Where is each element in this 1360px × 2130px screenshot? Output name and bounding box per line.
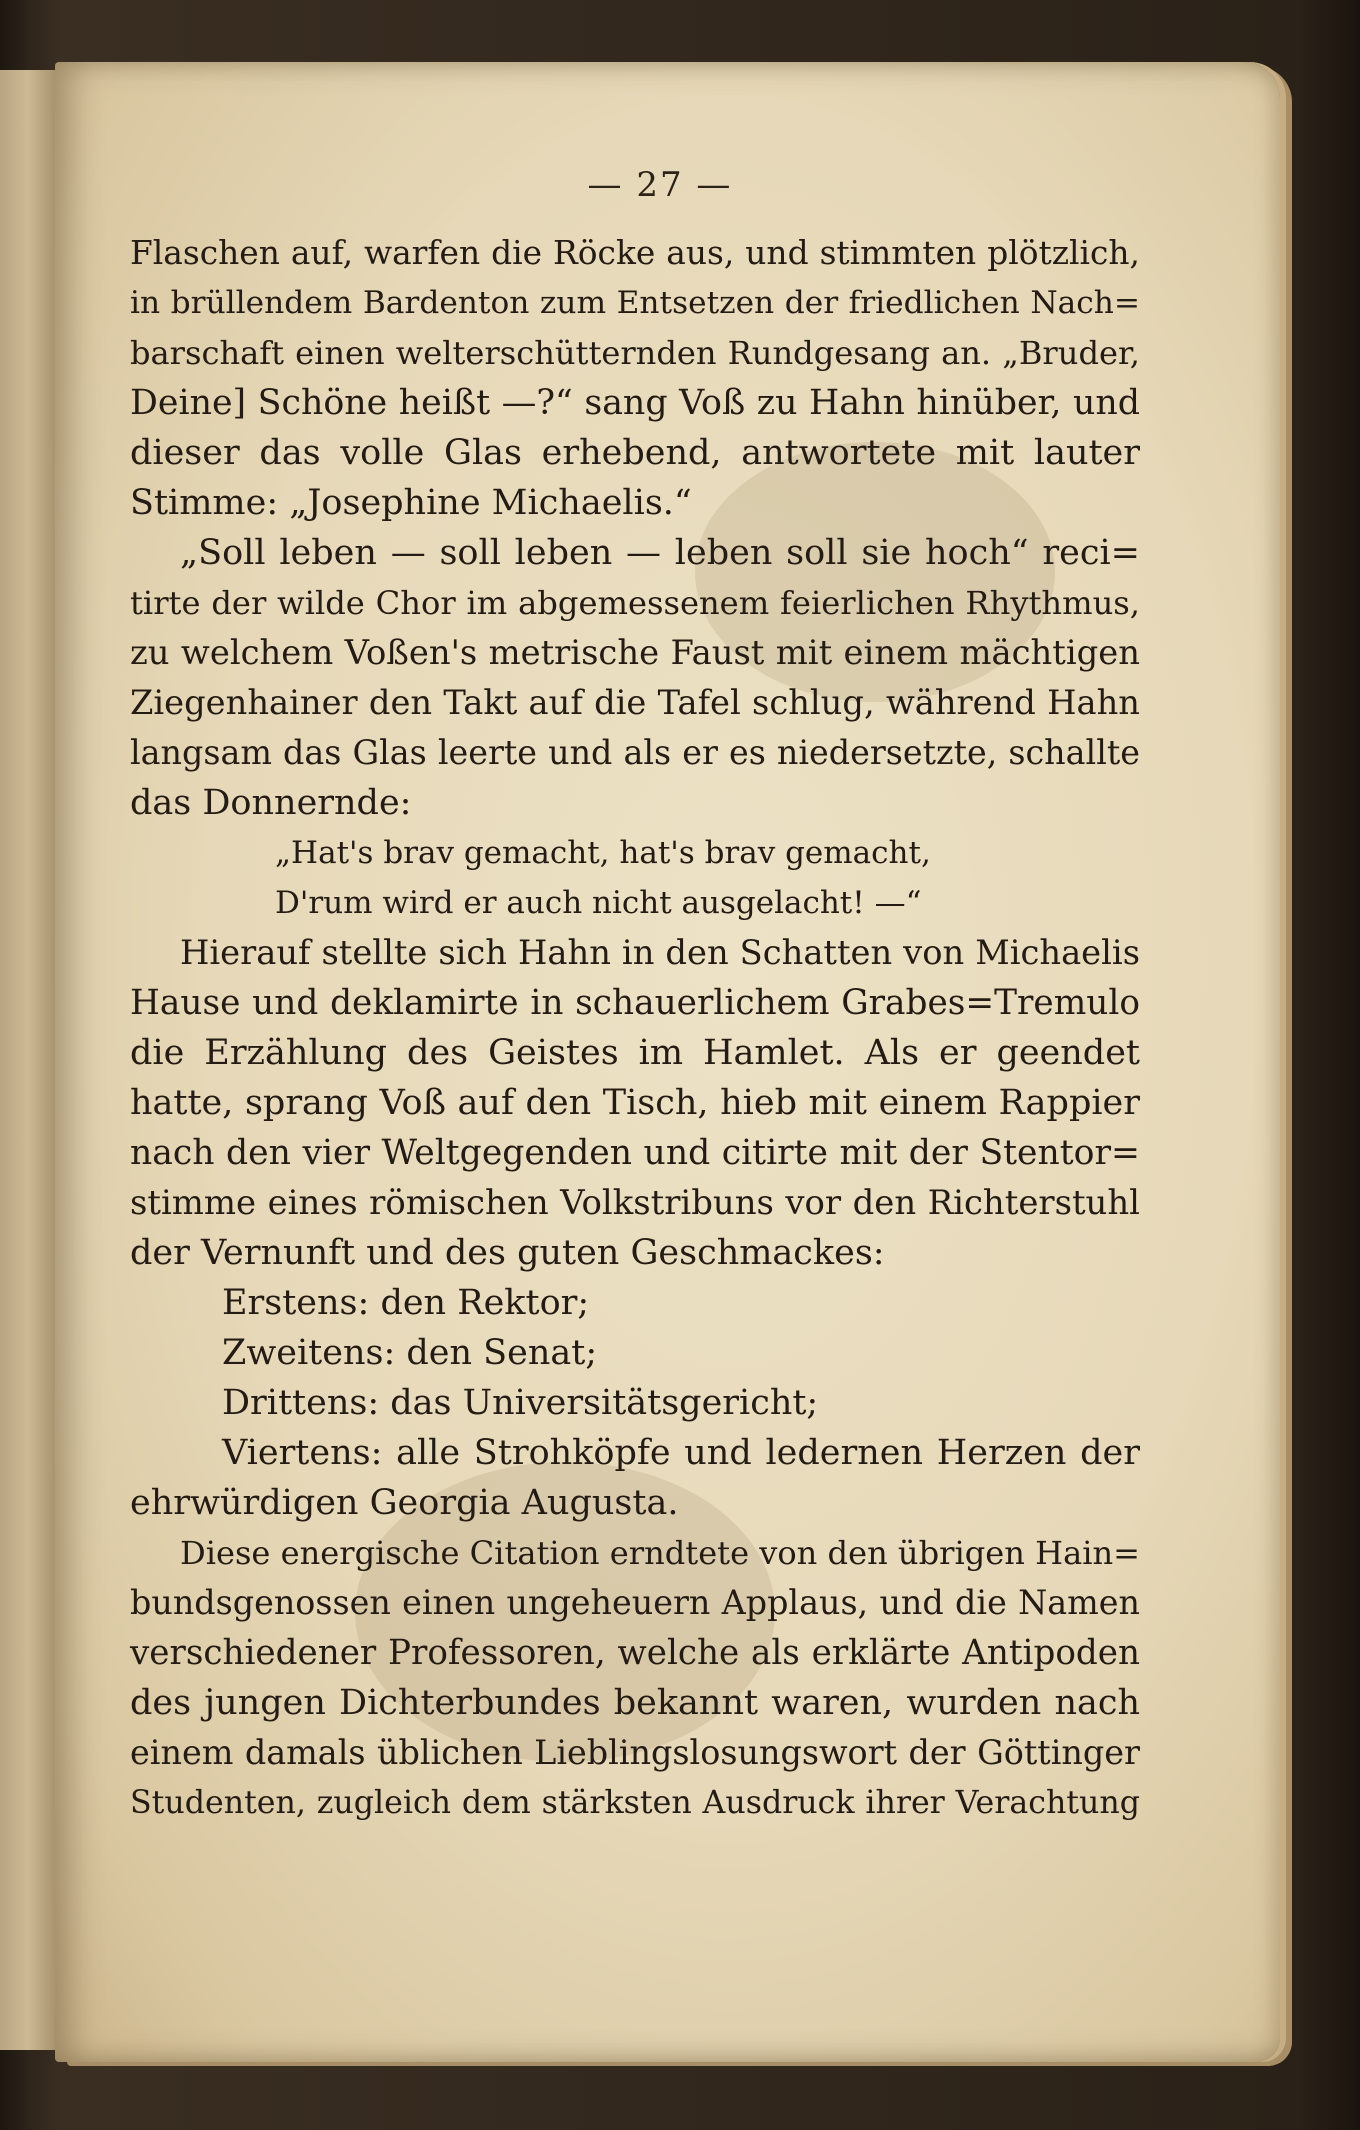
paragraph-start-line: Diese energische Citation erndtete von den übrigen Hain=	[180, 1534, 1140, 1572]
list-line: Zweitens: den Senat;	[222, 1333, 598, 1373]
text-line: Hause und deklamirte in schauerlichem Grabes=Tremulo	[130, 983, 1140, 1023]
text-line: ehrwürdigen Georgia Augusta.	[130, 1483, 679, 1523]
left-page-edge	[0, 70, 57, 2050]
text-line: Deine] Schöne heißt —?“ sang Voß zu Hahn hinüber, und	[130, 383, 1140, 423]
page-number: — 27 —	[587, 165, 733, 205]
text-line: Stimme: „Josephine Michaelis.“	[130, 483, 692, 523]
text-line: des jungen Dichterbundes bekannt waren, wurden nach	[130, 1683, 1140, 1723]
text-line: stimme eines römischen Volkstribuns vor den Richterstuhl	[130, 1183, 1140, 1222]
paragraph-start-line: „Soll leben — soll leben — leben soll sie hoch“ reci=	[180, 533, 1140, 573]
text-line: bundsgenossen einen ungeheuern Applaus, und die Namen	[130, 1583, 1140, 1622]
text-line: barschaft einen welterschütternden Rundgesang an. „Bruder,	[130, 334, 1140, 372]
text-line: hatte, sprang Voß auf den Tisch, hieb mit einem Rappier	[130, 1083, 1140, 1123]
paragraph-start-line: Hierauf stellte sich Hahn in den Schatten von Michaelis	[180, 933, 1140, 972]
text-line: zu welchem Voßen's metrische Faust mit einem mächtigen	[130, 633, 1140, 672]
text-line: das Donnernde:	[130, 783, 412, 823]
list-line: Drittens: das Universitätsgericht;	[222, 1383, 819, 1423]
text-line: Studenten, zugleich dem stärksten Ausdruck ihrer Verachtung	[130, 1785, 1140, 1821]
text-line: verschiedener Professoren, welche als erklärte Antipoden	[130, 1633, 1140, 1673]
text-line: dieser das volle Glas erhebend, antwortete mit lauter	[130, 433, 1140, 473]
text-line: in brüllendem Bardenton zum Entsetzen der friedlichen Nach=	[130, 285, 1140, 321]
body-text	[130, 228, 1140, 1828]
text-line: Ziegenhainer den Takt auf die Tafel schlug, während Hahn	[130, 683, 1140, 722]
verse-line: D'rum wird er auch nicht ausgelacht! —“	[275, 885, 922, 921]
text-line: Flaschen auf, warfen die Röcke aus, und stimmten plötzlich,	[130, 234, 1140, 272]
list-line: Viertens: alle Strohköpfe und ledernen Herzen der	[222, 1433, 1140, 1473]
text-line: der Vernunft und des guten Geschmackes:	[130, 1233, 885, 1273]
text-line: tirte der wilde Chor im abgemessenem feierlichen Rhythmus,	[130, 584, 1140, 622]
text-line: nach den vier Weltgegenden und citirte mit der Stentor=	[130, 1133, 1140, 1173]
text-line: einem damals üblichen Lieblingslosungswort der Göttinger	[130, 1733, 1140, 1772]
list-line: Erstens: den Rektor;	[222, 1283, 590, 1323]
text-line: langsam das Glas leerte und als er es niedersetzte, schallte	[130, 733, 1140, 772]
verse-line: „Hat's brav gemacht, hat's brav gemacht,	[275, 835, 931, 871]
text-line: die Erzählung des Geistes im Hamlet. Als er geendet	[130, 1033, 1140, 1073]
